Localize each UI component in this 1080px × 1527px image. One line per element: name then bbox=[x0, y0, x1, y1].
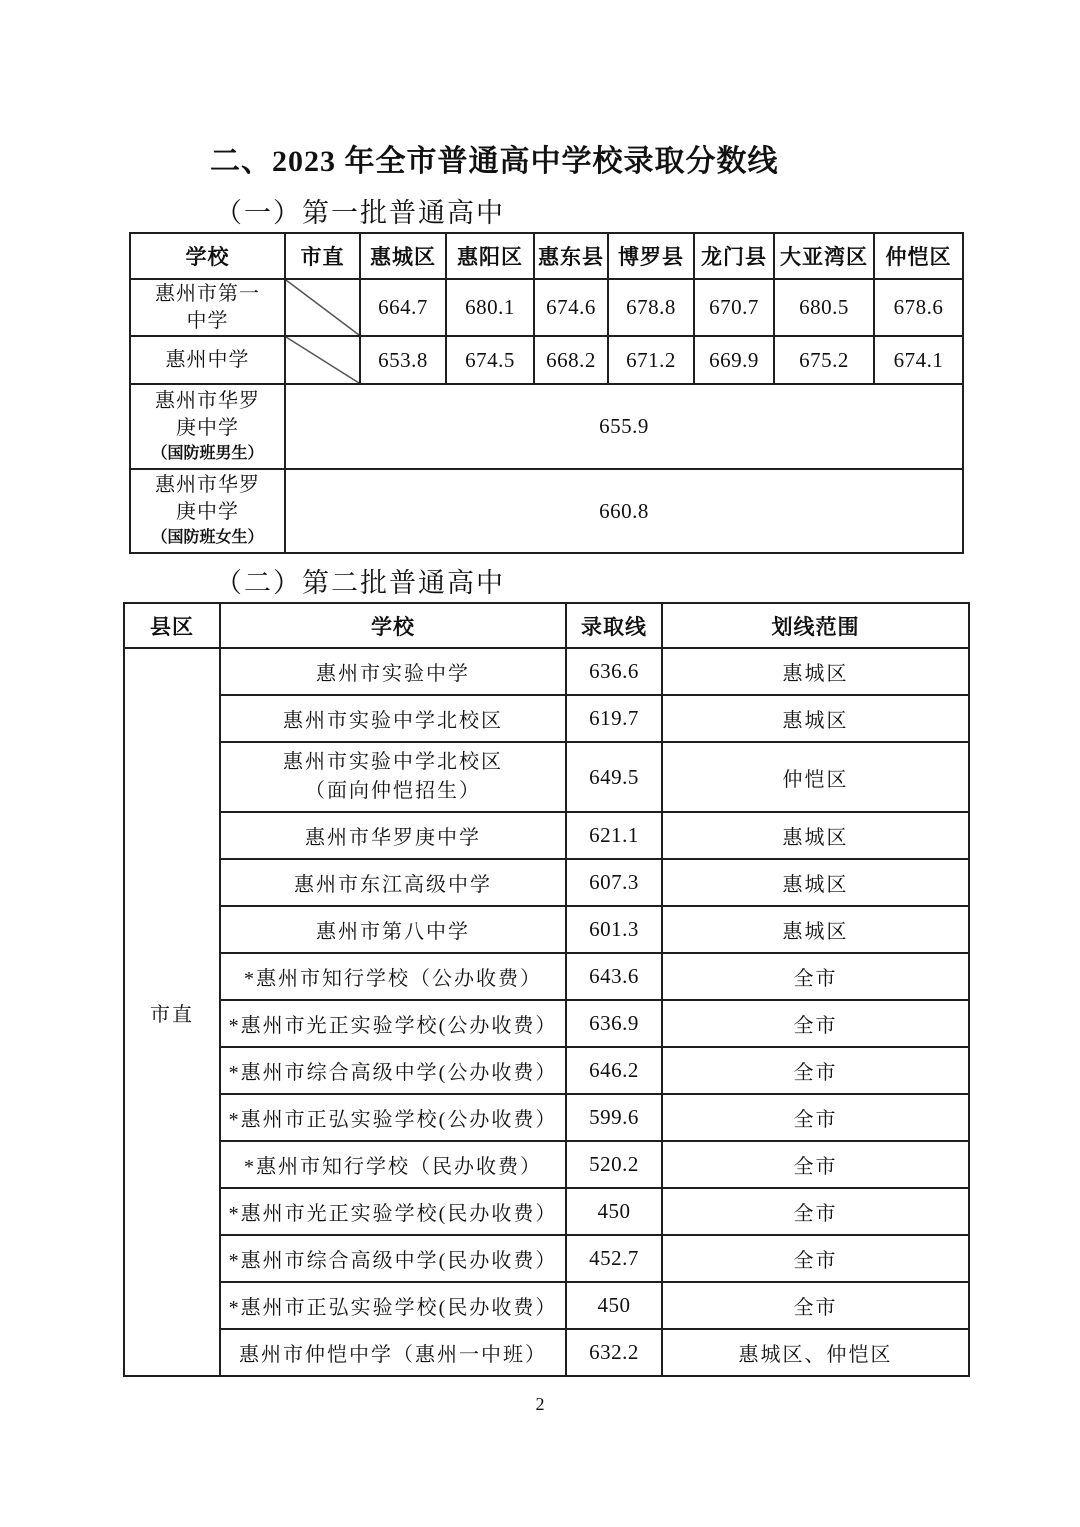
column-header-huicheng: 惠城区 bbox=[360, 233, 446, 279]
school-name-line: 惠州市华罗 bbox=[155, 474, 260, 496]
score-cell: 520.2 bbox=[566, 1141, 662, 1188]
school-name-cell: 惠州市第八中学 bbox=[220, 906, 566, 953]
column-header-zhongkai: 仲恺区 bbox=[874, 233, 963, 279]
school-name-line: （面向仲恺招生） bbox=[305, 780, 481, 802]
score-cell: 646.2 bbox=[566, 1047, 662, 1094]
diagonal-line bbox=[286, 280, 359, 335]
score-cell: 671.2 bbox=[608, 336, 694, 384]
score-cell: 678.8 bbox=[608, 279, 694, 336]
batch2-table bbox=[123, 602, 970, 1377]
school-name-line: 庚中学 bbox=[176, 416, 239, 439]
table-row bbox=[130, 279, 963, 336]
range-cell: 惠城区 bbox=[662, 812, 969, 859]
batch2-header-row bbox=[124, 603, 969, 648]
table-row bbox=[124, 1141, 969, 1188]
score-cell: 680.5 bbox=[774, 279, 874, 336]
school-name-cell bbox=[130, 336, 285, 384]
range-cell: 全市 bbox=[662, 1235, 969, 1282]
column-header-school: 学校 bbox=[130, 233, 285, 279]
range-cell: 仲恺区 bbox=[662, 742, 969, 812]
school-name-cell: *惠州市综合高级中学(公办收费） bbox=[220, 1047, 566, 1094]
page-number: 2 bbox=[535, 1394, 545, 1414]
merged-score-cell: 660.8 bbox=[285, 469, 963, 553]
range-cell: 惠城区 bbox=[662, 906, 969, 953]
column-header-huidong: 惠东县 bbox=[534, 233, 608, 279]
school-name-line: 中学 bbox=[186, 309, 229, 332]
section2-heading: （二）第二批普通高中 bbox=[215, 568, 505, 598]
school-name-line: 惠州中学 bbox=[165, 348, 250, 371]
table-row bbox=[124, 906, 969, 953]
school-name-line: 惠州市华罗 bbox=[155, 389, 260, 412]
score-cell: 643.6 bbox=[566, 953, 662, 1000]
table-row bbox=[130, 384, 963, 469]
table-row bbox=[124, 953, 969, 1000]
school-name-cell: 惠州市华罗庚中学 bbox=[220, 812, 566, 859]
score-cell: 678.6 bbox=[874, 279, 963, 336]
score-cell: 675.2 bbox=[774, 336, 874, 384]
table-row bbox=[124, 648, 969, 695]
range-cell: 全市 bbox=[662, 1188, 969, 1235]
score-cell: 607.3 bbox=[566, 859, 662, 906]
column-header-district: 县区 bbox=[124, 603, 220, 648]
column-header-longmen: 龙门县 bbox=[694, 233, 774, 279]
score-cell: 450 bbox=[566, 1188, 662, 1235]
score-cell: 450 bbox=[566, 1282, 662, 1329]
score-cell: 669.9 bbox=[694, 336, 774, 384]
school-name-line: 惠州市实验中学北校区 bbox=[283, 751, 503, 773]
range-cell: 全市 bbox=[662, 1000, 969, 1047]
school-name-cell: 惠州市实验中学 bbox=[220, 648, 566, 695]
table-row bbox=[124, 1094, 969, 1141]
column-header-boluo: 博罗县 bbox=[608, 233, 694, 279]
table-row bbox=[124, 859, 969, 906]
score-cell: 674.6 bbox=[534, 279, 608, 336]
score-cell: 649.5 bbox=[566, 742, 662, 812]
column-header-huiyang: 惠阳区 bbox=[446, 233, 534, 279]
score-cell: 668.2 bbox=[534, 336, 608, 384]
range-cell: 全市 bbox=[662, 953, 969, 1000]
range-cell: 惠城区 bbox=[662, 695, 969, 742]
diagonal-blank-cell bbox=[285, 336, 360, 384]
batch1-header-row bbox=[130, 233, 963, 279]
section1-heading: （一）第一批普通高中 bbox=[215, 198, 505, 228]
range-cell: 惠城区、仲恺区 bbox=[662, 1329, 969, 1376]
score-cell: 621.1 bbox=[566, 812, 662, 859]
score-cell: 636.6 bbox=[566, 648, 662, 695]
table-row bbox=[124, 1235, 969, 1282]
school-name-cell: *惠州市知行学校（民办收费） bbox=[220, 1141, 566, 1188]
table-row bbox=[124, 742, 969, 812]
page-title: 二、2023 年全市普通高中学校录取分数线 bbox=[210, 145, 779, 178]
school-name-cell: *惠州市知行学校（公办收费） bbox=[220, 953, 566, 1000]
range-cell: 惠城区 bbox=[662, 859, 969, 906]
merged-score-cell: 655.9 bbox=[285, 384, 963, 469]
table-row bbox=[124, 1188, 969, 1235]
school-name-cell bbox=[130, 469, 285, 553]
score-cell: 674.5 bbox=[446, 336, 534, 384]
score-cell: 674.1 bbox=[874, 336, 963, 384]
diagonal-blank-cell bbox=[285, 279, 360, 336]
school-name-cell bbox=[220, 742, 566, 812]
score-cell: 680.1 bbox=[446, 279, 534, 336]
score-cell: 601.3 bbox=[566, 906, 662, 953]
school-name-line: 庚中学 bbox=[176, 501, 239, 523]
school-name-cell: *惠州市综合高级中学(民办收费） bbox=[220, 1235, 566, 1282]
score-cell: 636.9 bbox=[566, 1000, 662, 1047]
school-name-cell: *惠州市光正实验学校(民办收费） bbox=[220, 1188, 566, 1235]
school-name-cell: 惠州市实验中学北校区 bbox=[220, 695, 566, 742]
column-header-cutoff: 录取线 bbox=[566, 603, 662, 648]
score-cell: 619.7 bbox=[566, 695, 662, 742]
table-row bbox=[124, 1329, 969, 1376]
range-cell: 全市 bbox=[662, 1141, 969, 1188]
score-cell: 670.7 bbox=[694, 279, 774, 336]
table-row bbox=[124, 1000, 969, 1047]
school-name-cell: *惠州市光正实验学校(公办收费） bbox=[220, 1000, 566, 1047]
score-cell: 599.6 bbox=[566, 1094, 662, 1141]
table-row bbox=[124, 695, 969, 742]
table-row bbox=[124, 812, 969, 859]
range-cell: 全市 bbox=[662, 1047, 969, 1094]
school-name-line: 惠州市第一 bbox=[155, 282, 260, 305]
school-name-cell bbox=[130, 279, 285, 336]
column-header-school: 学校 bbox=[220, 603, 566, 648]
range-cell: 惠城区 bbox=[662, 648, 969, 695]
school-name-note: （国防班男生） bbox=[151, 444, 264, 462]
school-name-cell: *惠州市正弘实验学校(民办收费） bbox=[220, 1282, 566, 1329]
score-cell: 452.7 bbox=[566, 1235, 662, 1282]
school-name-cell: 惠州市东江高级中学 bbox=[220, 859, 566, 906]
school-name-cell: 惠州市仲恺中学（惠州一中班） bbox=[220, 1329, 566, 1376]
table-row bbox=[130, 336, 963, 384]
column-header-dayawan: 大亚湾区 bbox=[774, 233, 874, 279]
score-cell: 632.2 bbox=[566, 1329, 662, 1376]
table-row bbox=[130, 469, 963, 553]
table-row bbox=[124, 1047, 969, 1094]
school-name-note: （国防班女生） bbox=[151, 529, 264, 546]
district-cell: 市直 bbox=[124, 648, 220, 1376]
score-cell: 664.7 bbox=[360, 279, 446, 336]
school-name-cell bbox=[130, 384, 285, 469]
diagonal-line bbox=[286, 337, 359, 383]
batch1-table bbox=[129, 232, 964, 554]
school-name-cell: *惠州市正弘实验学校(公办收费） bbox=[220, 1094, 566, 1141]
column-header-shizhi: 市直 bbox=[285, 233, 360, 279]
range-cell: 全市 bbox=[662, 1282, 969, 1329]
range-cell: 全市 bbox=[662, 1094, 969, 1141]
table-row bbox=[124, 1282, 969, 1329]
column-header-range: 划线范围 bbox=[662, 603, 969, 648]
score-cell: 653.8 bbox=[360, 336, 446, 384]
